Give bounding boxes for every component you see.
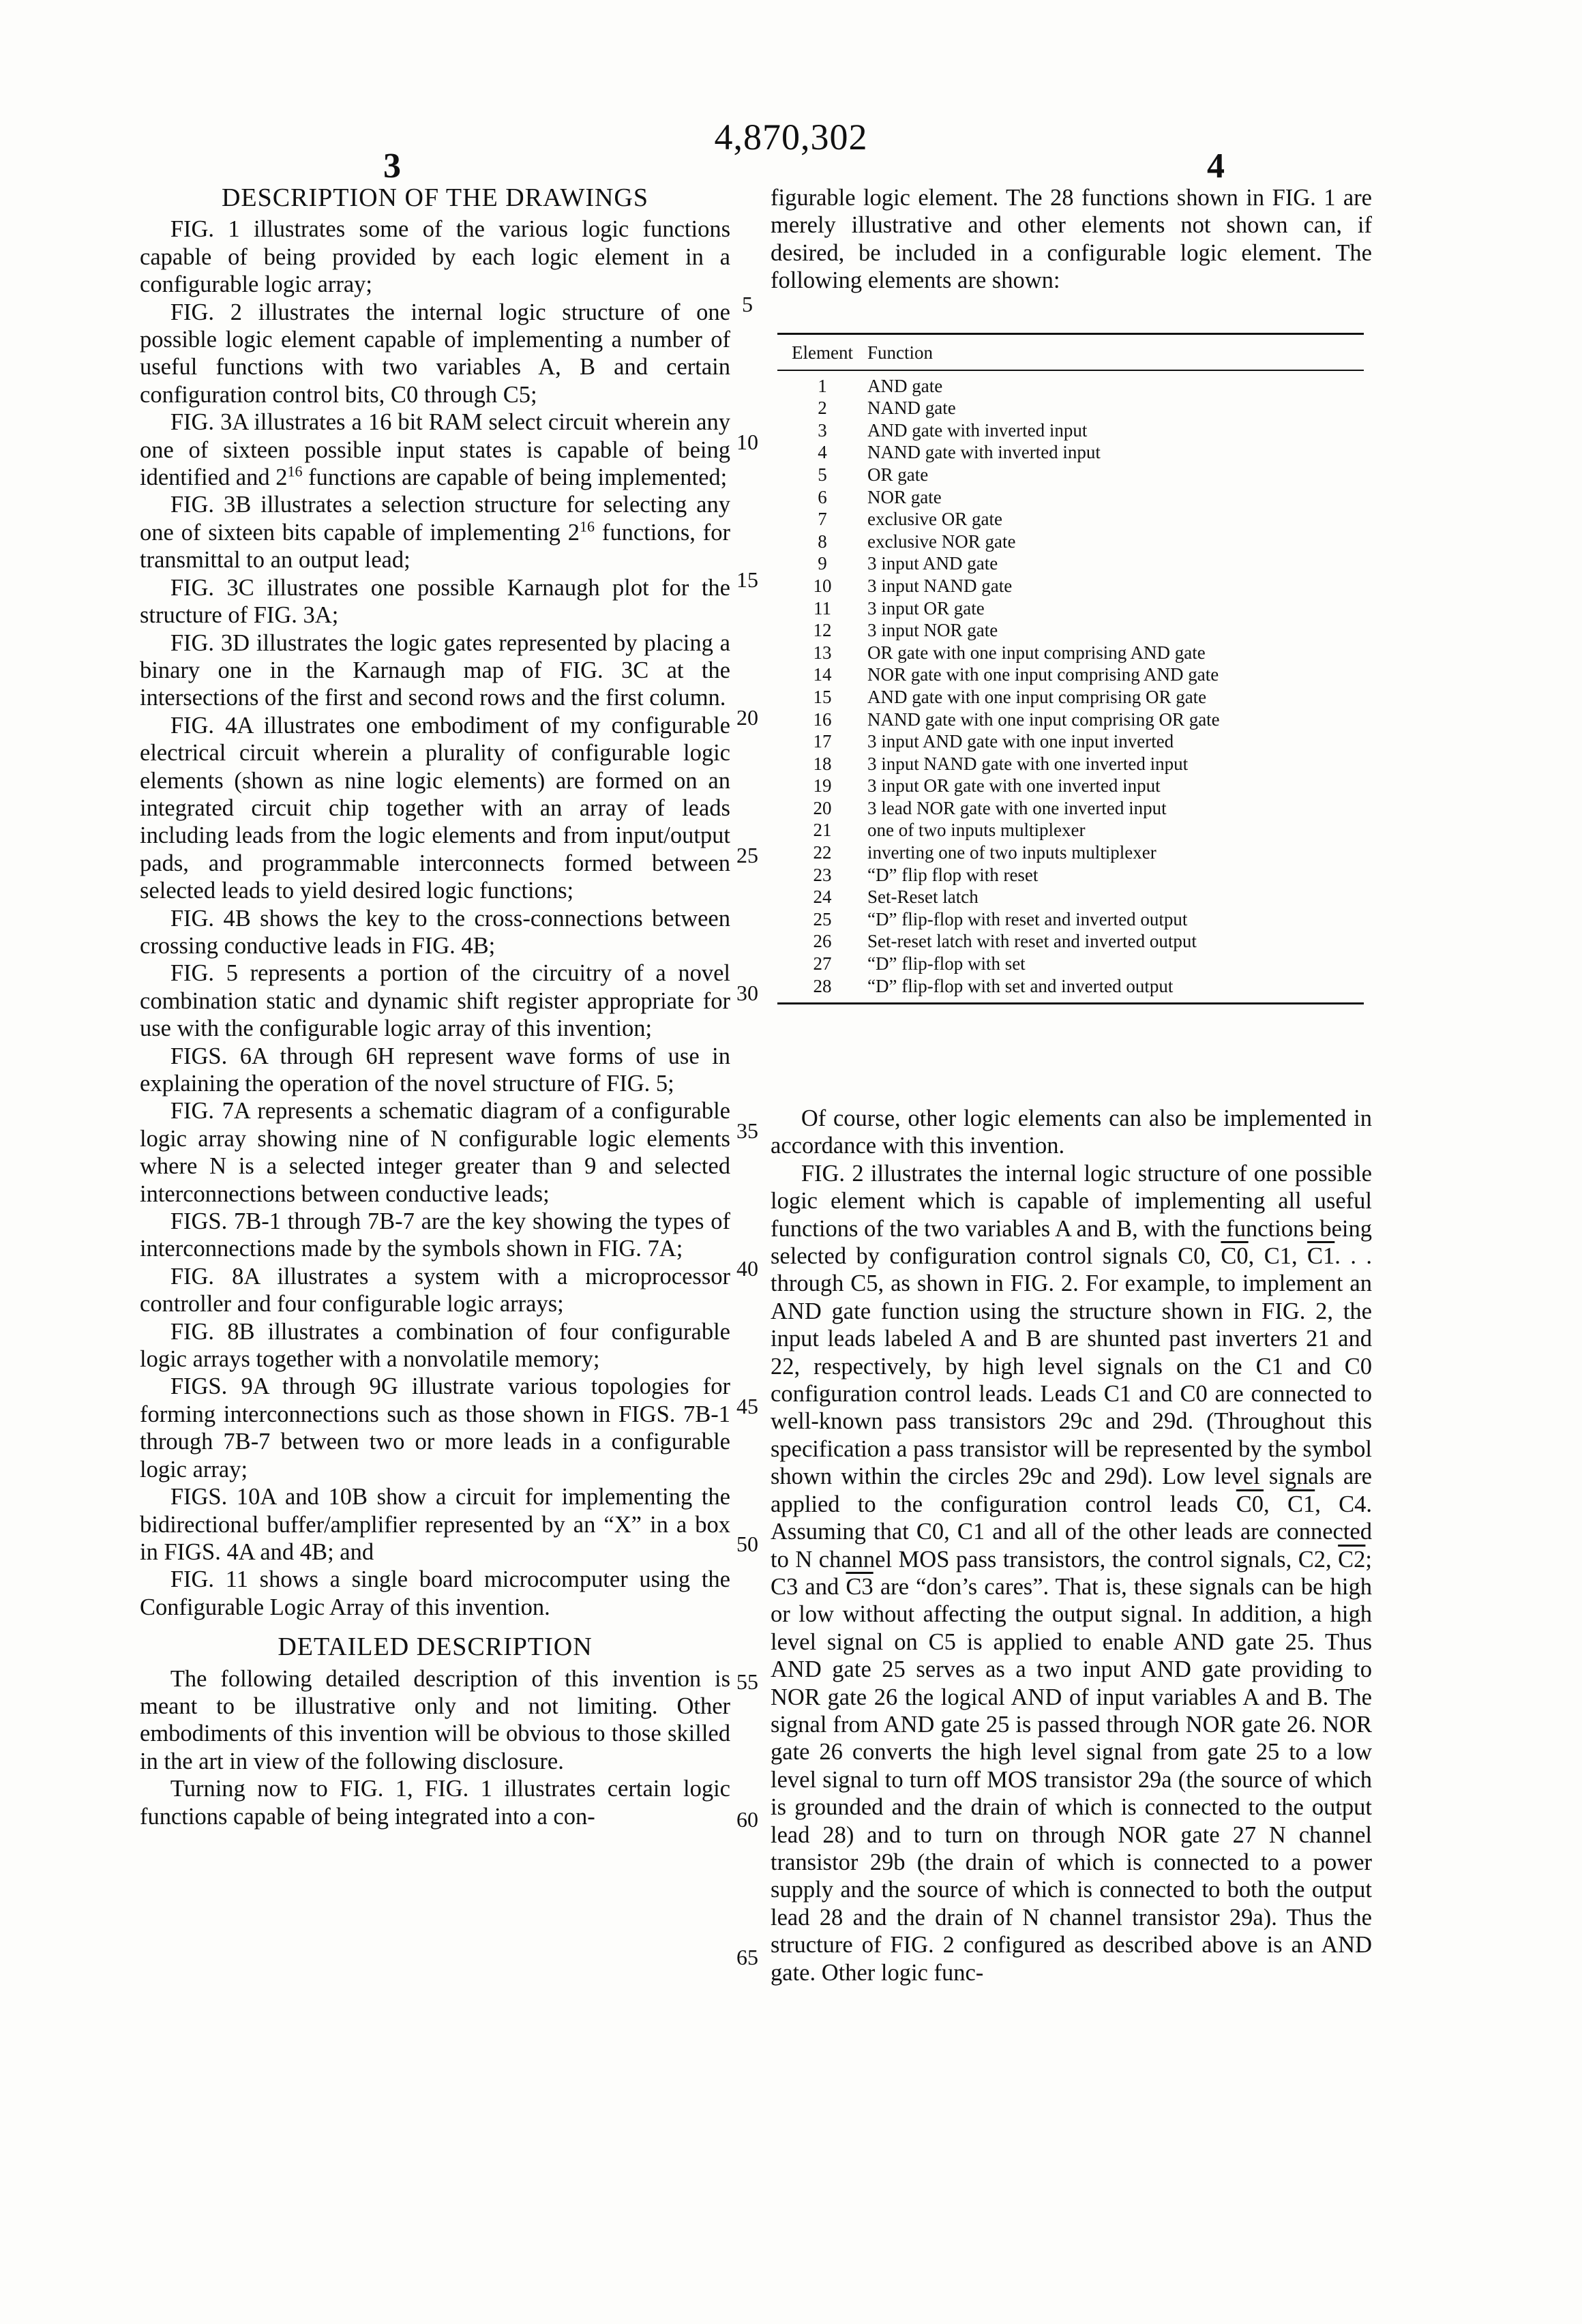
table-row	[777, 819, 1364, 841]
table-row	[777, 886, 1364, 908]
element-function: one of two inputs multiplexer	[867, 820, 1086, 841]
element-function: AND gate	[867, 375, 943, 396]
text-run: functions are capable of being implemented;	[302, 464, 728, 491]
right-column-lower	[771, 1105, 1372, 1986]
element-function: inverting one of two inputs multiplexer	[867, 842, 1156, 863]
table-row	[777, 730, 1364, 753]
inverted-signal: C2	[1338, 1546, 1366, 1573]
element-function: 3 input NOR gate	[867, 620, 998, 641]
element-function: 3 input OR gate with one inverted input	[867, 775, 1161, 796]
line-number: 55	[736, 1669, 758, 1694]
table-row	[777, 397, 1364, 419]
element-function: 3 lead NOR gate with one inverted input	[867, 797, 1167, 818]
element-function: “D” flip-flop with set and inverted output	[867, 975, 1174, 996]
text-run: FIG. 3B illustrates a selection structure for selecting any one of sixteen bits capable of implementing 2	[140, 492, 730, 546]
element-function: AND gate with one input comprising OR gate	[867, 686, 1207, 707]
paragraph: FIG. 4B shows the key to the cross-connections between crossing conductive leads in FIG. 4B;	[140, 905, 730, 959]
paragraph: FIG. 7A represents a schematic diagram of a configurable logic array showing nine of N configurable logic elements where N is a selected integer greater than 9 and selected interconnections between conductive leads;	[140, 1098, 730, 1207]
paragraph: FIGS. 9A through 9G illustrate various topologies for forming interconnections such as those shown in FIGS. 7B-1 through 7B-7 between two or more leads in a configurable logic array;	[140, 1373, 730, 1483]
paragraph: figurable logic element. The 28 functions shown in FIG. 1 are merely illustrative and other elements not shown can, if desired, be included in a configurable logic element. The following elements are shown:	[771, 185, 1372, 294]
table-row	[777, 864, 1364, 887]
element-function: NAND gate with one input comprising OR gate	[867, 709, 1220, 730]
element-number: 10	[813, 575, 832, 596]
paragraph: FIGS. 10A and 10B show a circuit for implementing the bidirectional buffer/amplifier represented by an “X” in a box in FIGS. 4A and 4B; and	[140, 1484, 730, 1565]
element-number: 23	[813, 864, 832, 885]
element-function: NAND gate	[867, 398, 956, 419]
table-rule-bottom	[777, 1002, 1364, 1004]
element-number: 4	[818, 442, 827, 463]
element-number: 7	[818, 509, 827, 530]
element-function: 3 input AND gate	[867, 553, 998, 574]
paragraph	[140, 408, 730, 491]
element-number: 6	[818, 486, 827, 507]
line-number: 25	[736, 843, 758, 867]
element-function: 3 input NAND gate	[867, 575, 1013, 596]
element-function: NAND gate with inverted input	[867, 442, 1101, 463]
paragraph	[771, 1160, 1372, 1986]
element-number: 8	[818, 531, 827, 552]
table-row	[777, 841, 1364, 864]
column-header-element: Element	[792, 342, 853, 363]
element-function: NOR gate with one input comprising AND gate	[867, 664, 1219, 685]
text-run: . . . through C5, as shown in FIG. 2. For example, to implement an AND gate function using the structure shown in FIG. 2, the input leads labeled A and B are shunted past inverters 21 and 22, respectively, by high level signals on the C1 and C0 configuration control leads. Leads C1 and C0 are connected to well-known pass transistors 29c and 29d. (Throughout this specification a pass transistor will be represented by the symbol shown within the circles 29c and 29d). Low level signals are applied to the configuration control leads	[771, 1243, 1373, 1517]
element-number: 2	[818, 398, 827, 419]
table-row	[777, 908, 1364, 931]
line-number: 20	[736, 705, 758, 730]
paragraph	[140, 491, 730, 573]
line-number: 15	[736, 567, 758, 592]
element-function: 3 input NAND gate with one inverted input	[867, 753, 1189, 774]
paragraph: FIG. 3C illustrates one possible Karnaugh plot for the structure of FIG. 3A;	[140, 574, 730, 629]
paragraph: FIG. 5 represents a portion of the circuitry of a novel combination static and dynamic shift register appropriate for use with the configurable logic array of this invention;	[140, 960, 730, 1042]
element-function: “D” flip flop with reset	[867, 864, 1039, 885]
inverted-signal: C0	[1236, 1491, 1264, 1517]
text-run: are “don’s cares”. That is, these signals can be high or low without affecting the output signal. In addition, a high level signal on C5 is applied to enable AND gate 25. Thus AND gate 25 serves as a two input AND gate providing to NOR gate 26 the logical AND of input variables A and B. The signal from AND gate 25 is passed through NOR gate 26. NOR gate 26 converts the high level signal from gate 25 to a low level signal to turn off MOS transistor 29a (the source of which is grounded and the drain of which is connected to the output lead 28) and to turn on through NOR gate 27 N channel transistor 29b (the drain of which is connected to a power supply and the source of which is connected to both the output lead 28 and the drain of N channel transistor 29a). Thus the structure of FIG. 2 configured as described above is an AND gate. Other logic func-	[771, 1573, 1372, 1986]
element-function: AND gate with inverted input	[867, 419, 1088, 441]
table-row	[777, 709, 1364, 731]
element-number: 5	[818, 464, 827, 485]
text-run: FIG. 3A illustrates a 16 bit RAM select circuit wherein any one of sixteen possible input states is capable of being identified and 2	[140, 409, 730, 491]
table-body	[777, 375, 1364, 998]
superscript: 16	[287, 462, 303, 480]
element-function: Set-Reset latch	[867, 887, 979, 908]
inverted-signal: C1	[1287, 1491, 1315, 1517]
element-number: 28	[813, 975, 832, 996]
element-number: 21	[813, 820, 832, 841]
page-number-left: 3	[383, 147, 401, 185]
table-header-row	[777, 335, 1364, 370]
element-number: 19	[813, 775, 832, 796]
paragraph: FIGS. 7B-1 through 7B-7 are the key showing the types of interconnections made by the symbols shown in FIG. 7A;	[140, 1208, 730, 1262]
column-header-function: Function	[867, 342, 934, 363]
section-heading-detailed: DETAILED DESCRIPTION	[278, 1633, 593, 1662]
section-heading-drawings: DESCRIPTION OF THE DRAWINGS	[221, 183, 648, 212]
element-function: NOR gate	[867, 486, 942, 507]
element-number: 13	[813, 642, 832, 663]
table-row	[777, 797, 1364, 820]
element-number: 3	[818, 419, 827, 441]
right-column	[771, 184, 1372, 295]
table-row	[777, 930, 1364, 953]
text-run: ,	[1264, 1491, 1287, 1517]
table-row	[777, 441, 1364, 464]
element-function: 3 input AND gate with one input inverted	[867, 731, 1174, 752]
table-row	[777, 686, 1364, 709]
line-number: 35	[736, 1118, 758, 1143]
element-number: 27	[813, 953, 832, 974]
text-run: , C1,	[1248, 1243, 1308, 1270]
table-row	[777, 508, 1364, 531]
line-number: 45	[736, 1394, 758, 1418]
element-number: 22	[813, 842, 832, 863]
table-row	[777, 486, 1364, 509]
inverted-signal: C0	[1221, 1243, 1249, 1270]
table-row	[777, 464, 1364, 486]
text-run: FIG. 2 illustrates the internal logic structure of one possible logic element which is capable of implementing all useful functions of the two variables A and B, with the functions being selected by configuration control signals C0,	[771, 1160, 1372, 1270]
paragraph: FIG. 1 illustrates some of the various logic functions capable of being provided by each logic element in a configurable logic array;	[140, 216, 730, 298]
table-row	[777, 575, 1364, 597]
element-number: 15	[813, 686, 832, 707]
superscript: 16	[580, 518, 595, 535]
element-number: 1	[818, 375, 827, 396]
table-row	[777, 619, 1364, 642]
line-number: 40	[736, 1256, 758, 1281]
table-row	[777, 775, 1364, 797]
table-row	[777, 975, 1364, 998]
line-number: 30	[736, 981, 758, 1005]
element-function: “D” flip-flop with set	[867, 953, 1026, 974]
line-number: 60	[736, 1807, 758, 1832]
inverted-signal: C1	[1307, 1243, 1335, 1270]
element-number: 25	[813, 908, 832, 929]
table-row	[777, 375, 1364, 398]
element-number: 20	[813, 797, 832, 818]
table-row	[777, 419, 1364, 442]
table-row	[777, 531, 1364, 553]
element-number: 14	[813, 664, 832, 685]
element-number: 26	[813, 931, 832, 952]
left-column	[140, 184, 730, 1830]
paragraph: Turning now to FIG. 1, FIG. 1 illustrates certain logic functions capable of being integrated into a con-	[140, 1776, 730, 1830]
inverted-signal: C3	[846, 1573, 874, 1600]
element-function: “D” flip-flop with reset and inverted output	[867, 908, 1188, 929]
paragraph: FIG. 8B illustrates a combination of four configurable logic arrays together with a nonvolatile memory;	[140, 1318, 730, 1373]
element-function: 3 input OR gate	[867, 597, 985, 619]
line-number: 65	[736, 1945, 758, 1969]
table-rule-header	[777, 370, 1364, 371]
text-run: ; C3 and	[771, 1546, 1372, 1600]
element-function: exclusive NOR gate	[867, 531, 1016, 552]
element-number: 24	[813, 887, 832, 908]
table-row	[777, 552, 1364, 575]
element-number: 17	[813, 731, 832, 752]
paragraph: FIG. 4A illustrates one embodiment of my configurable electrical circuit wherein a plurality of configurable logic elements (shown as nine logic elements) are formed on an integrated circuit chip together with an array of leads including leads from the logic elements and from input/output pads, and programmable interconnects formed between selected leads to yield desired logic functions;	[140, 712, 730, 904]
element-number: 18	[813, 753, 832, 774]
element-function: OR gate with one input comprising AND gate	[867, 642, 1206, 663]
paragraph: FIG. 2 illustrates the internal logic structure of one possible logic element capable of implementing a number of useful functions with two variables A, B and certain configuration control bits, C0 through C5;	[140, 299, 730, 408]
paragraph: The following detailed description of this invention is meant to be illustrative only and not limiting. Other embodiments of this invention will be obvious to those skilled in the art in view of the following disclosure.	[140, 1665, 730, 1774]
element-function: OR gate	[867, 464, 929, 485]
element-number: 12	[813, 620, 832, 641]
paragraph: Of course, other logic elements can also be implemented in accordance with this invention.	[771, 1105, 1372, 1159]
patent-number: 4,870,302	[714, 117, 868, 158]
paragraph: FIGS. 6A through 6H represent wave forms of use in explaining the operation of the novel structure of FIG. 5;	[140, 1043, 730, 1097]
page-number-right: 4	[1207, 147, 1225, 185]
line-number: 50	[736, 1532, 758, 1556]
element-number: 16	[813, 709, 832, 730]
element-table	[777, 333, 1364, 1004]
table-row	[777, 953, 1364, 975]
element-function: Set-reset latch with reset and inverted output	[867, 931, 1197, 952]
line-number: 5	[742, 292, 753, 316]
paragraph: FIG. 3D illustrates the logic gates represented by placing a binary one in the Karnaugh map of FIG. 3C at the intersections of the first and second rows and the first column.	[140, 629, 730, 711]
element-number: 11	[814, 597, 831, 619]
table-row	[777, 664, 1364, 686]
table-row	[777, 753, 1364, 775]
element-function: exclusive OR gate	[867, 509, 1002, 530]
paragraph: FIG. 8A illustrates a system with a microprocessor controller and four configurable logic arrays;	[140, 1263, 730, 1317]
table-row	[777, 642, 1364, 664]
line-number: 10	[736, 430, 758, 454]
table-row	[777, 597, 1364, 620]
text-run: , C4. Assuming that C0, C1 and all of the other leads are connected to N channel MOS pass transistors, the control signals, C2,	[771, 1491, 1373, 1573]
element-number: 9	[818, 553, 827, 574]
text-run: functions, for transmittal to an output lead;	[140, 519, 730, 573]
paragraph: FIG. 11 shows a single board microcomputer using the Configurable Logic Array of this invention.	[140, 1566, 730, 1620]
